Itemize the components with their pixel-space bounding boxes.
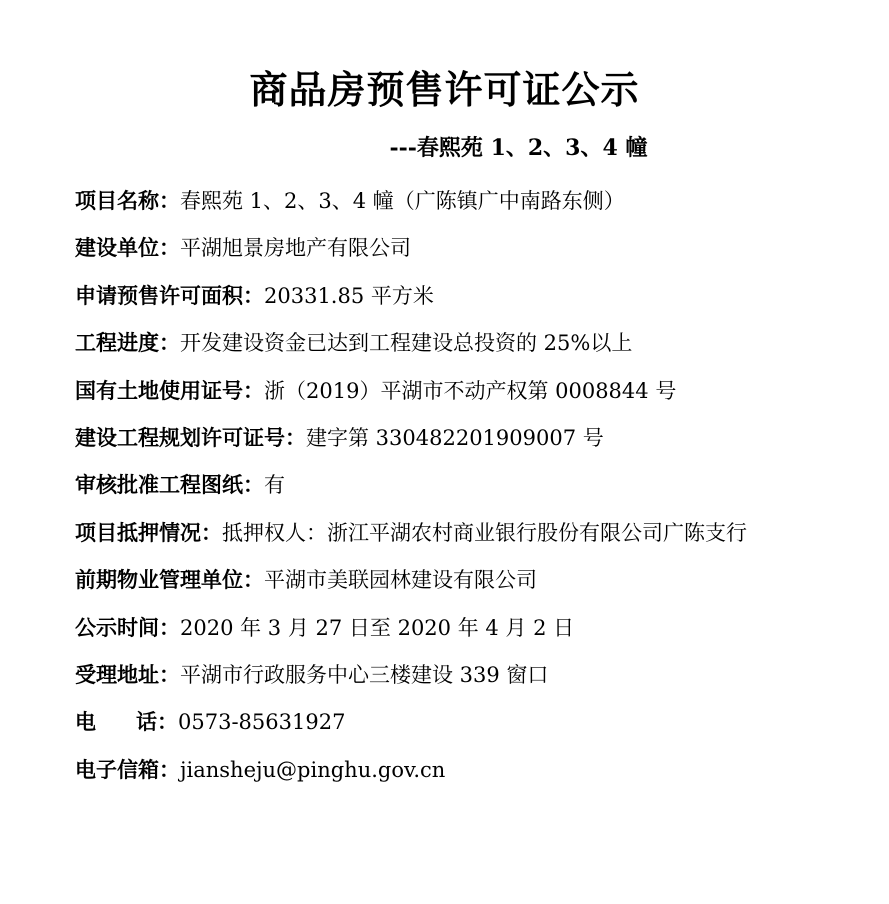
field-value: 平湖旭景房地产有限公司 <box>180 236 411 261</box>
page-title: 商品房预售许可证公示 <box>249 68 640 112</box>
field-label: 建设单位： <box>75 236 180 261</box>
field-value: 抵押权人：浙江平湖农村商业银行股份有限公司广陈支行 <box>222 520 747 545</box>
field-developer <box>75 225 845 272</box>
field-value: 有 <box>264 473 285 498</box>
field-property-management <box>75 557 845 604</box>
field-progress <box>75 320 845 367</box>
field-label-second-part: 话： <box>136 710 178 735</box>
field-label: 国有土地使用证号： <box>75 378 264 403</box>
field-value: 开发建设资金已达到工程建设总投资的 25%以上 <box>180 331 633 356</box>
field-value: 2020 年 3 月 27 日至 2020 年 4 月 2 日 <box>180 615 575 640</box>
field-label: 公示时间： <box>75 615 180 640</box>
field-office-address <box>75 652 845 699</box>
field-value: 浙（2019）平湖市不动产权第 0008844 号 <box>264 378 677 403</box>
field-value: 20331.85 平方米 <box>264 283 434 308</box>
field-phone <box>75 699 845 746</box>
field-notice-period <box>75 605 845 652</box>
field-planning-permit <box>75 415 845 462</box>
field-project-name <box>75 178 845 225</box>
field-presale-area <box>75 273 845 320</box>
field-value: 平湖市美联园林建设有限公司 <box>264 568 537 593</box>
field-email <box>75 747 845 794</box>
field-drawings-approved <box>75 462 845 509</box>
info-fields <box>75 178 845 794</box>
field-mortgage <box>75 510 845 557</box>
field-label: 工程进度： <box>75 331 180 356</box>
field-label: 前期物业管理单位： <box>75 568 264 593</box>
field-value: 平湖市行政服务中心三楼建设 339 窗口 <box>180 663 549 688</box>
field-value: 建字第 330482201909007 号 <box>306 426 604 451</box>
field-value: jiansheju@pinghu.gov.cn <box>180 757 446 782</box>
field-value: 0573-85631927 <box>178 710 346 735</box>
field-value: 春熙苑 1、2、3、4 幢（广陈镇广中南路东侧） <box>180 189 625 213</box>
field-label: 电子信箱： <box>75 757 180 782</box>
page-subtitle: ---春熙苑 1、2、3、4 幢 <box>389 135 648 161</box>
field-label: 受理地址： <box>75 663 180 688</box>
field-land-certificate <box>75 368 845 415</box>
field-label: 审核批准工程图纸： <box>75 473 264 498</box>
field-label: 申请预售许可面积： <box>75 283 264 308</box>
field-label: 项目抵押情况： <box>75 520 222 545</box>
field-label-first-char: 电 <box>75 710 96 735</box>
field-label: 建设工程规划许可证号： <box>75 426 306 451</box>
field-label: 项目名称： <box>75 189 180 213</box>
